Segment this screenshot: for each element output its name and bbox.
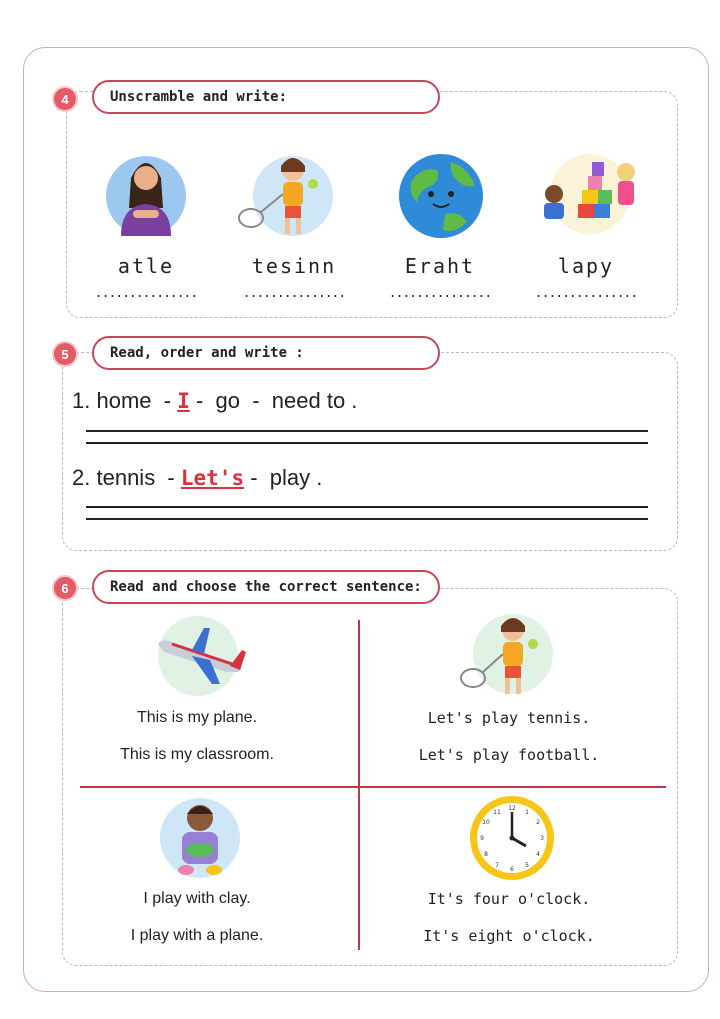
svg-text:11: 11: [493, 809, 501, 816]
scrambled-word: lapy: [557, 254, 615, 278]
section-4-instruction: Unscramble and write:: [92, 80, 440, 114]
svg-text:7: 7: [495, 862, 499, 869]
item-number: 2.: [72, 465, 91, 490]
svg-text:2: 2: [536, 819, 540, 826]
boy-with-clay-image: [156, 794, 244, 880]
airplane-image: [152, 614, 248, 698]
word-group-after: - play .: [250, 465, 323, 490]
choice-option[interactable]: This is my plane.: [136, 709, 258, 726]
writing-line[interactable]: [86, 430, 648, 432]
children-playing-image: [530, 150, 648, 238]
scrambled-word: Eraht: [404, 254, 476, 278]
svg-text:5: 5: [525, 862, 529, 869]
choice-option[interactable]: Let's play tennis.: [427, 709, 591, 727]
section-5-badge: 5: [52, 341, 78, 367]
scrambled-word: tesinn: [251, 254, 337, 278]
section-5-box: [62, 352, 678, 551]
section-6-instruction: Read and choose the correct sentence:: [92, 570, 440, 604]
order-sentence-1: [72, 388, 357, 414]
choice-option[interactable]: I play with a plane.: [130, 927, 264, 944]
section-6-badge: 6: [52, 575, 78, 601]
writing-line[interactable]: [86, 442, 648, 444]
scramble-item-1: [76, 254, 216, 301]
answer-blank[interactable]: ...............: [388, 286, 492, 301]
svg-text:6: 6: [510, 866, 514, 873]
tennis-girl-image: [235, 150, 335, 242]
choice-option[interactable]: This is my classroom.: [120, 746, 274, 763]
highlighted-word: Let's: [180, 466, 245, 490]
svg-text:9: 9: [480, 835, 484, 842]
grid-divider-vertical: [358, 620, 360, 950]
svg-text:12: 12: [508, 805, 516, 812]
writing-line[interactable]: [86, 506, 648, 508]
teacher-image: [103, 148, 189, 240]
order-sentence-2: [72, 465, 322, 491]
answer-blank[interactable]: ...............: [94, 286, 198, 301]
word-group-before: tennis -: [96, 465, 175, 490]
word-group-after: - go - need to .: [195, 388, 358, 413]
choice-option[interactable]: It's eight o'clock.: [423, 927, 595, 945]
svg-text:4: 4: [536, 851, 540, 858]
grid-divider-horizontal: [80, 786, 666, 788]
choice-option[interactable]: It's four o'clock.: [427, 890, 591, 908]
choice-option[interactable]: I play with clay.: [143, 890, 251, 907]
svg-text:8: 8: [484, 851, 488, 858]
clock-image: [468, 794, 556, 882]
writing-line[interactable]: [86, 518, 648, 520]
word-group-before: home -: [96, 388, 172, 413]
highlighted-word: I: [177, 389, 190, 413]
choice-option[interactable]: Let's play football.: [418, 746, 600, 764]
section-4-badge: 4: [52, 86, 78, 112]
scramble-item-2: [224, 254, 364, 301]
svg-text:10: 10: [482, 819, 490, 826]
item-number: 1.: [72, 388, 91, 413]
earth-image: [397, 152, 485, 240]
svg-text:1: 1: [525, 809, 529, 816]
scrambled-word: atle: [117, 254, 175, 278]
scramble-item-4: [516, 254, 656, 301]
answer-blank[interactable]: ...............: [242, 286, 346, 301]
svg-text:3: 3: [540, 835, 544, 842]
answer-blank[interactable]: ...............: [534, 286, 638, 301]
section-5-instruction: Read, order and write :: [92, 336, 440, 370]
tennis-girl-image: [455, 612, 555, 700]
scramble-item-3: [370, 254, 510, 301]
